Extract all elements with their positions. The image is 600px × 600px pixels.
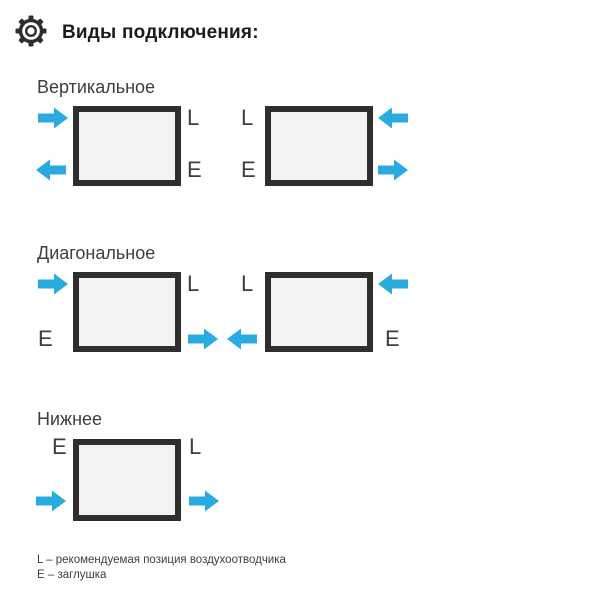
radiator-rect [73, 439, 181, 521]
flow-arrow-out-icon [227, 328, 257, 350]
port-label-L: L [241, 105, 254, 130]
radiator-rect [73, 272, 181, 352]
port-label-L: L [189, 434, 202, 459]
port-label-E: E [187, 157, 202, 182]
flow-arrow-in-icon [36, 490, 66, 512]
radiator-rect [265, 106, 373, 186]
port-label-E: E [38, 326, 53, 351]
port-label-E: E [52, 434, 67, 459]
flow-arrow-in-icon [378, 107, 408, 129]
flow-arrow-out-icon [188, 328, 218, 350]
flow-arrow-in-icon [38, 273, 68, 295]
flow-arrow-out-icon [189, 490, 219, 512]
legend [37, 553, 286, 583]
page-title: Виды подключения: [62, 22, 259, 43]
section-vertical-label: Вертикальное [37, 77, 156, 97]
gear-icon [15, 15, 47, 52]
flow-arrow-out-icon [36, 159, 66, 181]
section-diagonal-label: Диагональное [37, 243, 156, 263]
port-label-L: L [187, 105, 200, 130]
radiator-rect [265, 272, 373, 352]
flow-arrow-in-icon [378, 273, 408, 295]
port-label-E: E [385, 326, 400, 351]
radiator-rect [73, 106, 181, 186]
legend-line-l: L – рекомендуемая позиция воздухоотводчика [37, 554, 286, 566]
port-label-L: L [187, 271, 200, 296]
legend-line-e: E – заглушка [37, 569, 107, 581]
section-bottom-label: Нижнее [37, 409, 103, 429]
port-label-L: L [241, 271, 254, 296]
flow-arrow-in-icon [38, 107, 68, 129]
flow-arrow-out-icon [378, 159, 408, 181]
port-label-E: E [241, 157, 256, 182]
